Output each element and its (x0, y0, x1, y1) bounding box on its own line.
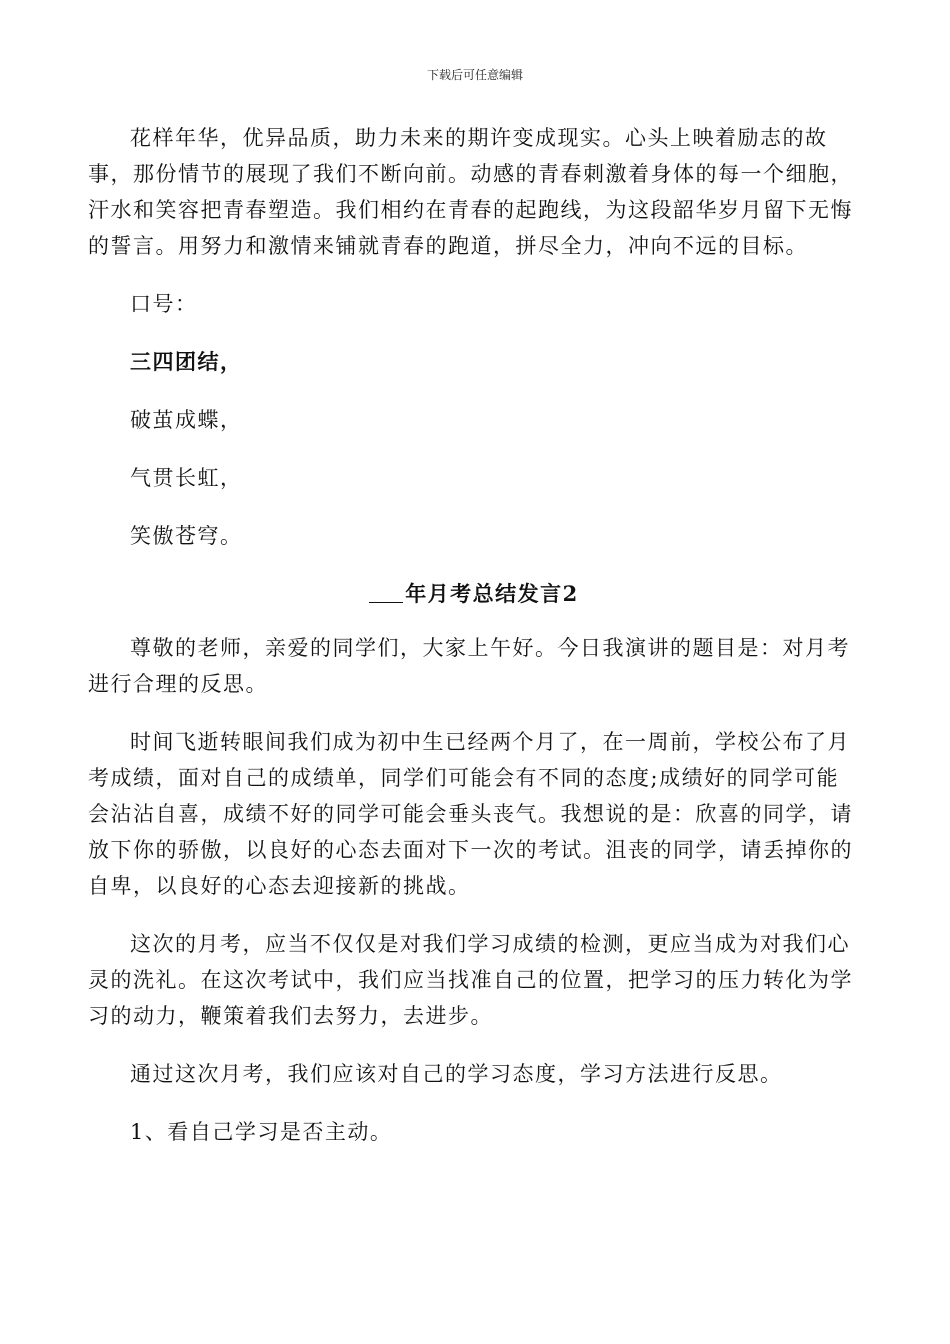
page-header: 下载后可任意编辑 (426, 68, 523, 82)
slogan-line-1: 三四团结， (130, 349, 243, 374)
paragraph-exam-results: 时间飞逝转眼间我们成为初中生已经两个月了，在一周前，学校公布了月考成绩，面对自己的成绩单，同学们可能会有不同的态度;成绩好的同学可能会沾沾自喜，成绩不好的同学可能会垂头丧气。我想说的是：欣喜的同学，请放下你的骄傲，以良好的心态去面对下一次的考试。沮丧的同学，请丢掉你的自卑，以良好的心态去迎接新的挑战。 (88, 730, 853, 898)
title-blank-line (369, 580, 403, 603)
slogan-line-3: 气贯长虹， (130, 466, 243, 490)
slogan-line-4: 笑傲苍穹。 (130, 524, 243, 548)
list-item-1: 1、看自己学习是否主动。 (130, 1120, 393, 1144)
slogan-label: 口号： (130, 292, 198, 316)
paragraph-greeting: 尊敬的老师，亲爱的同学们，大家上午好。今日我演讲的题目是：对月考进行合理的反思。 (88, 636, 850, 696)
section-title-text: 年月考总结发言2 (405, 581, 579, 606)
paragraph-exam-meaning: 这次的月考，应当不仅仅是对我们学习成绩的检测，更应当成为对我们心灵的洗礼。在这次考试中，我们应当找准自己的位置，把学习的压力转化为学习的动力，鞭策着我们去努力，去进步。 (88, 932, 853, 1028)
document-body (88, 120, 860, 1150)
paragraph-intro: 花样年华，优异品质，助力未来的期许变成现实。心头上映着励志的故事，那份情节的展现了我们不断向前。动感的青春刺激着身体的每一个细胞，汗水和笑容把青春塑造。我们相约在青春的起跑线，为这段韶华岁月留下无悔的誓言。用努力和激情来铺就青春的跑道，拼尽全力，冲向不远的目标。 (88, 126, 853, 258)
section-title (88, 576, 860, 612)
slogan-line-2: 破茧成蝶， (130, 408, 243, 432)
paragraph-reflection: 通过这次月考，我们应该对自己的学习态度，学习方法进行反思。 (130, 1062, 783, 1086)
